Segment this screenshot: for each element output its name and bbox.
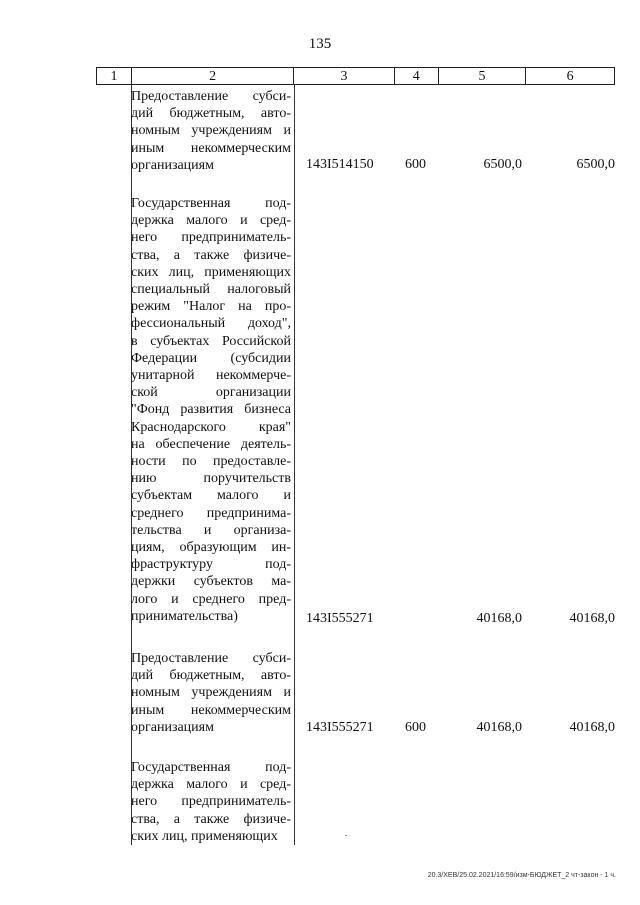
text-line: среднего предпринима- [131, 505, 291, 521]
amount-col-5: 6500,0 [483, 157, 522, 172]
header-col-6: 6 [566, 69, 574, 84]
table-header-row [96, 67, 615, 85]
text-line: дий бюджетным, авто- [131, 668, 291, 684]
amount-col-5: 40168,0 [476, 611, 522, 626]
text-line: ских лиц, применяющих [131, 828, 278, 844]
expense-type-code: 600 [405, 720, 426, 735]
text-line: тельства и организа- [131, 522, 291, 538]
text-line: номным учреждениям и [131, 685, 291, 701]
text-line: номным учреждениям и [131, 123, 291, 139]
target-article-code: 143I514150 [306, 157, 374, 172]
text-line: держка малого и сред- [131, 777, 291, 793]
text-line: в субъектах Российской [131, 333, 291, 349]
text-line: ской организации [131, 385, 291, 401]
text-line: Краснодарского края" [131, 419, 291, 435]
text-line: держка малого и сред- [131, 213, 291, 229]
header-col-1: 1 [97, 68, 132, 84]
text-line: организациям [131, 719, 214, 735]
text-line: Государственная под- [131, 196, 291, 211]
column-divider [294, 85, 295, 845]
text-line: режим "Налог на про- [131, 299, 291, 315]
text-line: лого и среднего пред- [131, 591, 291, 607]
text-line: специальный налоговый [131, 282, 291, 298]
text-line: ских лиц, применяющих [131, 264, 291, 280]
text-line: Предоставление субси- [131, 89, 291, 104]
table-row-description [131, 650, 291, 736]
text-line: организациям [131, 157, 214, 173]
text-line: него предприниматель- [131, 794, 291, 810]
text-line: "Фонд развития бизнеса [131, 402, 291, 418]
expense-type-code: 600 [405, 157, 426, 172]
text-line: унитарной некоммерче- [131, 368, 291, 384]
amount-col-6: 40168,0 [569, 720, 615, 735]
target-article-code: 143I555271 [306, 720, 374, 735]
text-line: циям, образующим ин- [131, 540, 291, 556]
text-line: ства, а также физиче- [131, 247, 291, 263]
text-line: Федерации (субсидии [131, 350, 291, 366]
text-line: ства, а также физиче- [131, 811, 291, 827]
page-number: 135 [308, 36, 332, 52]
target-article-code: 143I555271 [306, 611, 374, 626]
table-row-description [131, 195, 291, 625]
text-line: Государственная под- [131, 760, 291, 775]
text-line: иным некоммерческим [131, 140, 291, 156]
header-col-4: 4 [395, 68, 439, 84]
text-line: фраструктуру под- [131, 557, 291, 573]
text-line: на обеспечение деятель- [131, 436, 291, 452]
table-row-description [131, 759, 291, 845]
text-line: иным некоммерческим [131, 702, 291, 718]
text-line: держки субъектов ма- [131, 574, 291, 590]
text-line: нию поручительств [131, 471, 291, 487]
table-row-description [131, 88, 291, 174]
scan-speck [345, 835, 347, 836]
text-line: ности по предоставле- [131, 454, 291, 470]
text-line: него предприниматель- [131, 230, 291, 246]
header-col-3: 3 [294, 68, 395, 84]
amount-col-6: 6500,0 [576, 157, 615, 172]
header-col-2: 2 [132, 68, 294, 84]
amount-col-6: 40168,0 [569, 611, 615, 626]
text-line: субъектам малого и [131, 488, 291, 504]
text-line: принимательства) [131, 608, 238, 624]
text-line: дий бюджетным, авто- [131, 106, 291, 122]
document-footer: 20.3/ХЕВ/25.02.2021/16:59/изм-БЮДЖЕТ_2 чт-закон - 1 ч. [427, 872, 616, 879]
text-line: Предоставление субси- [131, 651, 291, 666]
header-col-5: 5 [439, 68, 527, 84]
amount-col-5: 40168,0 [476, 720, 522, 735]
text-line: фессиональный доход", [131, 316, 291, 332]
